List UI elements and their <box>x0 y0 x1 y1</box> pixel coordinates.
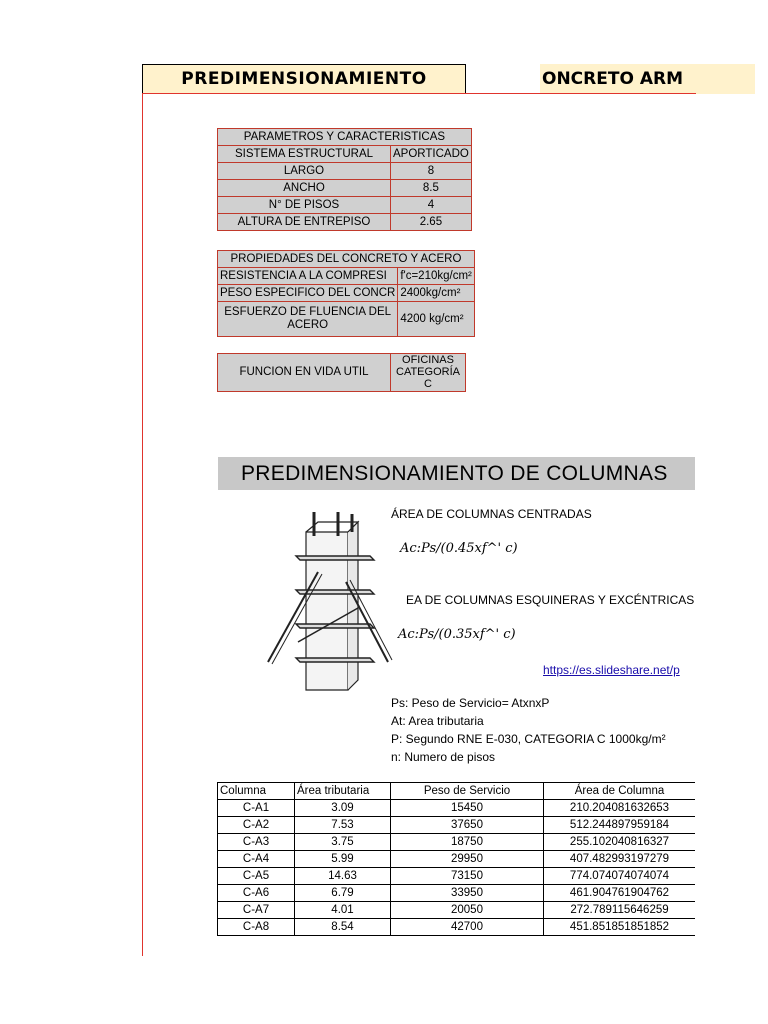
cell-area-columna[interactable]: 210.204081632653 <box>544 800 696 817</box>
header-area-tributaria[interactable]: Área tributaria <box>295 783 391 800</box>
propiedades-table <box>217 250 475 337</box>
page-title-right: ONCRETO ARM <box>542 69 683 89</box>
cell-area-tributaria[interactable]: 14.63 <box>295 868 391 885</box>
cell-area-tributaria[interactable]: 8.54 <box>295 919 391 936</box>
prop-value[interactable]: 2400kg/cm² <box>398 285 475 302</box>
cell-columna[interactable]: C-A5 <box>218 868 295 885</box>
funcion-value[interactable]: OFICINAS CATEGORÍA C <box>391 354 466 392</box>
cell-peso-servicio[interactable]: 18750 <box>391 834 544 851</box>
prop-label[interactable]: RESISTENCIA A LA COMPRESI <box>218 268 398 285</box>
cell-area-columna[interactable]: 407.482993197279 <box>544 851 696 868</box>
note-rne: P: Segundo RNE E-030, CATEGORIA C 1000kg/m² <box>391 732 666 746</box>
parametros-table <box>217 128 472 231</box>
table-row <box>218 834 696 851</box>
param-label[interactable]: N° DE PISOS <box>218 197 391 214</box>
columnas-banner-title: PREDIMENSIONAMIENTO DE COLUMNAS <box>241 461 668 485</box>
parametros-title[interactable]: PARAMETROS Y CARACTERISTICAS <box>218 129 472 146</box>
header-peso-servicio[interactable]: Peso de Servicio <box>391 783 544 800</box>
table-row <box>218 902 696 919</box>
table-row <box>218 868 696 885</box>
cell-area-columna[interactable]: 512.244897959184 <box>544 817 696 834</box>
page-title: PREDIMENSIONAMIENTO <box>181 69 427 89</box>
param-value[interactable]: 2.65 <box>391 214 472 231</box>
esquineras-label: EA DE COLUMNAS ESQUINERAS Y EXCÉNTRICAS <box>406 593 695 607</box>
prop-label[interactable]: ESFUERZO DE FLUENCIA DEL ACERO <box>218 302 398 337</box>
funcion-table <box>217 353 466 392</box>
cell-peso-servicio[interactable]: 15450 <box>391 800 544 817</box>
param-label[interactable]: ALTURA DE ENTREPISO <box>218 214 391 231</box>
propiedades-title[interactable]: PROPIEDADES DEL CONCRETO Y ACERO <box>218 251 475 268</box>
table-row <box>218 851 696 868</box>
prop-value[interactable]: 4200 kg/cm² <box>398 302 475 337</box>
cell-peso-servicio[interactable]: 20050 <box>391 902 544 919</box>
header-area-columna[interactable]: Área de Columna <box>544 783 696 800</box>
cell-area-columna[interactable]: 774.074074074074 <box>544 868 696 885</box>
note-numero-pisos: n: Numero de pisos <box>391 750 496 764</box>
cell-area-columna[interactable]: 451.851851851852 <box>544 919 696 936</box>
note-peso-servicio: Ps: Peso de Servicio= AtxnxP <box>391 696 550 710</box>
param-label[interactable]: SISTEMA ESTRUCTURAL <box>218 146 391 163</box>
cell-area-tributaria[interactable]: 6.79 <box>295 885 391 902</box>
param-label[interactable]: LARGO <box>218 163 391 180</box>
page-right-margin <box>695 94 768 1024</box>
param-value[interactable]: 4 <box>391 197 472 214</box>
esquineras-formula: Ac:Ps/(0.35xf^' c) <box>398 627 516 642</box>
param-label[interactable]: ANCHO <box>218 180 391 197</box>
param-value[interactable]: APORTICADO <box>391 146 472 163</box>
prop-label[interactable]: PESO ESPECIFICO DEL CONCR <box>218 285 398 302</box>
cell-area-columna[interactable]: 272.789115646259 <box>544 902 696 919</box>
table-row <box>218 800 696 817</box>
cell-columna[interactable]: C-A6 <box>218 885 295 902</box>
param-value[interactable]: 8 <box>391 163 472 180</box>
title-underline <box>142 93 696 94</box>
table-row <box>218 817 696 834</box>
cell-columna[interactable]: C-A4 <box>218 851 295 868</box>
cell-peso-servicio[interactable]: 73150 <box>391 868 544 885</box>
title-left-cell[interactable] <box>142 64 466 94</box>
table-row <box>218 919 696 936</box>
cell-peso-servicio[interactable]: 33950 <box>391 885 544 902</box>
cell-area-columna[interactable]: 461.904761904762 <box>544 885 696 902</box>
column-formwork-illustration <box>258 512 408 698</box>
columnas-table <box>217 782 696 936</box>
cell-area-columna[interactable]: 255.102040816327 <box>544 834 696 851</box>
cell-peso-servicio[interactable]: 37650 <box>391 817 544 834</box>
cell-peso-servicio[interactable]: 29950 <box>391 851 544 868</box>
header-columna[interactable]: Columna <box>218 783 295 800</box>
cell-area-tributaria[interactable]: 4.01 <box>295 902 391 919</box>
cell-columna[interactable]: C-A3 <box>218 834 295 851</box>
centradas-label: ÁREA DE COLUMNAS CENTRADAS <box>391 507 592 521</box>
title-right-cell[interactable] <box>540 64 755 94</box>
cell-columna[interactable]: C-A8 <box>218 919 295 936</box>
centradas-formula: Ac:Ps/(0.45xf^' c) <box>400 541 518 556</box>
cell-columna[interactable]: C-A7 <box>218 902 295 919</box>
note-area-tributaria: At: Area tributaria <box>391 714 484 728</box>
margin-line <box>142 64 143 956</box>
cell-area-tributaria[interactable]: 5.99 <box>295 851 391 868</box>
cell-peso-servicio[interactable]: 42700 <box>391 919 544 936</box>
cell-columna[interactable]: C-A1 <box>218 800 295 817</box>
reference-link[interactable]: https://es.slideshare.net/p <box>543 663 680 677</box>
cell-area-tributaria[interactable]: 3.09 <box>295 800 391 817</box>
param-value[interactable]: 8.5 <box>391 180 472 197</box>
cell-columna[interactable]: C-A2 <box>218 817 295 834</box>
cell-area-tributaria[interactable]: 3.75 <box>295 834 391 851</box>
columnas-banner[interactable] <box>218 457 696 490</box>
table-row <box>218 885 696 902</box>
prop-value[interactable]: f'c=210kg/cm² <box>398 268 475 285</box>
cell-area-tributaria[interactable]: 7.53 <box>295 817 391 834</box>
funcion-label[interactable]: FUNCION EN VIDA UTIL <box>218 354 391 392</box>
